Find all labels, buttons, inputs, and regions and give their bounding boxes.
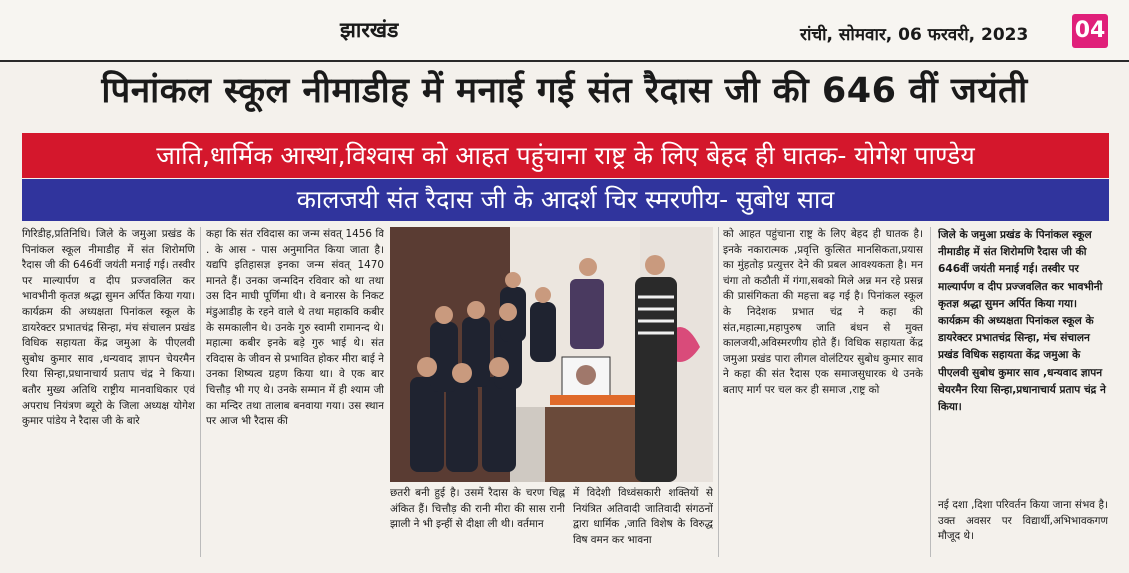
article-column-2	[206, 227, 384, 557]
article-text: कहा कि संत रविदास का जन्म संवत् 1456 वि . के आस - पास अनुमानित किया जाता है। यद्यपि इतिहासज्ञ इनका जन्म संवत् 1470 मानते हैं। उनका जन्मदिन रविवार को था तथा उस दिन माघी पूर्णिमा थी। वे बनारस के निकट मंडुआडीह के रहने वाले थे तथा महाकवि कबीर के समकालीन थे। उनके गुरु स्वामी रामानन्द थे। महात्मा कबीर इनके बड़े गुरु भाई थे। संत रविदास के जीवन से प्रभावित होकर मीरा बाई ने उनका शिष्यत्व ग्रहण किया था। वे एक बार चित्तौड़ भी गए थे। उनके सम्मान में ही श्याम जी का मन्दिर तथा तालाब बनवाया गया। उस स्थान पर आज भी रैदास की	[206, 228, 384, 428]
page-number-badge: 04	[1072, 14, 1108, 48]
dateline: रांची, सोमवार, 06 फरवरी, 2023	[800, 25, 1029, 45]
summary-box: जिले के जमुआ प्रखंड के पिनांकल स्कूल नीमाडीह में संत शिरोमणि रैदास जी की 646वीं जयंती मनाई गई। तस्वीर पर माल्यार्पण व दीप प्रज्जवलित कर भावभीनी कृतज्ञ श्रद्धा सुमन अर्पित किया गया। कार्यक्रम की अध्यक्षता पिनांकल स्कूल के डायरेक्टर प्रभातचंद्र सिन्हा, मंच संचालन प्रखंड विधिक सहायता केंद्र जमुआ के पीएलवी सुबोध कुमार साव ,धन्यवाद ज्ञापन चेयरमैन रिया सिन्हा,प्रधानाचार्य प्रताप चंद्र ने किया।	[938, 229, 1106, 414]
article-text: गिरिडीह,प्रतिनिधि। जिले के जमुआ प्रखंड के पिनांकल स्कूल नीमाडीह में संत शिरोमणि रैदास जी की 646वीं जयंती मनाई गई। तस्वीर पर माल्यार्पण व दीप प्रज्जवलित कर भावभीनी कृतज्ञ श्रद्धा सुमन अर्पित किया गया। कार्यक्रम की अध्यक्षता पिनांकल स्कूल के डायरेक्टर प्रभातचंद्र सिन्हा, मंच संचालन प्रखंड विधिक सहायता केंद्र जमुआ के पीएलवी सुबोध कुमार साव ,धन्यवाद ज्ञापन चेयरमैन रिया सिन्हा,प्रधानाचार्य प्रताप चंद्र ने किया। बतौर मुख्य अतिथि राष्ट्रीय मानवाधिकार एवं अपराध नियंत्रण ब्यूरो के जिला अध्यक्ष योगेश कुमार पांडेय ने रैदास जी के बारे	[22, 228, 195, 428]
column-divider	[718, 227, 719, 557]
news-photo	[390, 227, 713, 482]
article-column-4-tail	[938, 498, 1108, 558]
article-column-3	[723, 227, 923, 557]
subheadline-red: जाति,धार्मिक आस्था,विश्वास को आहत पहुंचाना राष्ट्र के लिए बेहद ही घातक- योगेश पाण्डेय	[22, 133, 1109, 178]
photo-illustration	[390, 227, 713, 482]
subheadline-blue: कालजयी संत रैदास जी के आदर्श चिर स्मरणीय- सुबोध साव	[22, 179, 1109, 221]
article-text: नई दशा ,दिशा परिवर्तन किया जाना संभव है। उक्त अवसर पर विद्यार्थी,अभिभावकगण मौजूद थे।	[938, 499, 1108, 543]
article-text: छतरी बनी हुई है। उसमें रैदास के चरण चिह्न अंकित हैं। चित्तौड़ की रानी मीरा की सास रानी झाली ने भी इन्हीं से दीक्षा ली थी। वर्तमान	[390, 487, 565, 531]
article-text: में विदेशी विध्वंसकारी शक्तियों से नियंत्रित अतिवादी जातिवादी संगठनों द्वारा धार्मिक ,जाति विशेष के विरुद्ध विष वमन कर भावना	[573, 487, 713, 546]
page-header	[0, 0, 1129, 62]
column-divider	[930, 227, 931, 557]
section-name: झारखंड	[340, 18, 399, 42]
column-divider	[200, 227, 201, 557]
headline: पिनांकल स्कूल नीमाडीह में मनाई गई संत रैदास जी की 646 वीं जयंती	[101, 71, 1028, 111]
article-column-1	[22, 227, 195, 557]
article-text: को आहत पहुंचाना राष्ट्र के लिए बेहद ही घातक है। इनके नकारात्मक ,प्रवृत्ति कुत्सित मानसिकता,प्रयास का मुंहतोड़ प्रत्युत्तर देने की प्रबल आवश्यकता है। मन चंगा तो कठौती में गंगा,सबको मिले अन्न मन रहे प्रसन्न की प्रासंगिकता की महत्ता बढ़ गई है। पिनांकल स्कूल के निदेशक प्रभात चंद्र ने कहा की संत,महात्मा,महापुरुष जाति बंधन से मुक्त कालजयी,अविस्मरणीय होते हैं। विधिक सहायता केंद्र जमुआ प्रखंड पारा लीगल वोलंटियर सुबोध कुमार साव ने कहा की संत रैदास एक समाजसुधारक थे उनके बताए मार्ग पर चल कर ही समाज ,राष्ट्र को	[723, 228, 923, 396]
